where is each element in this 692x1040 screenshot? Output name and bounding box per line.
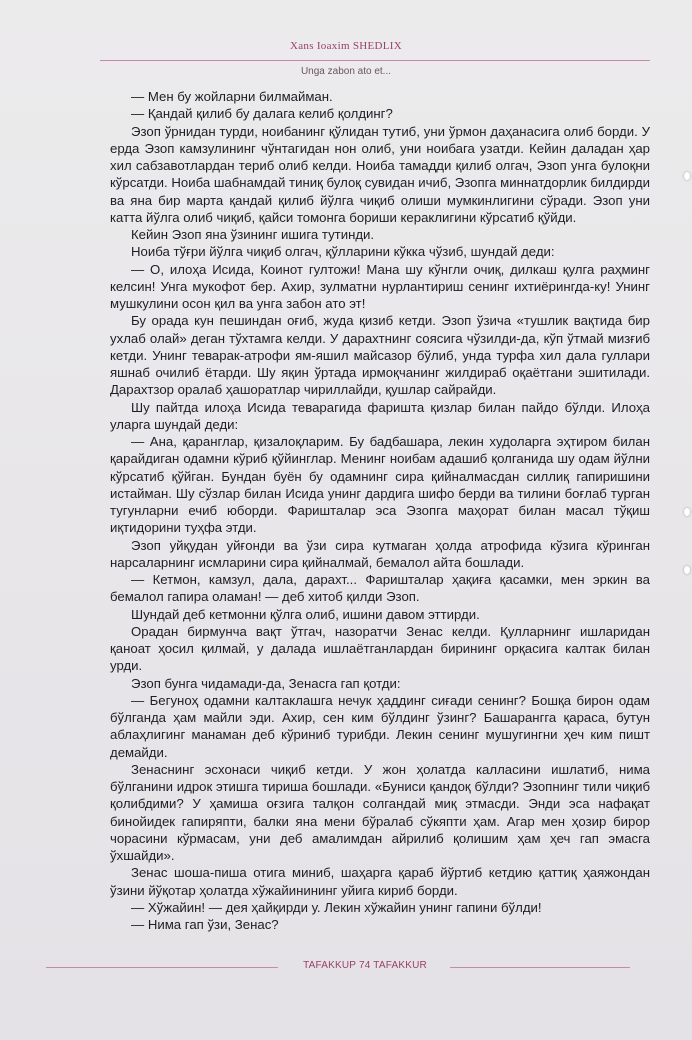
paragraph: Ноиба тўғри йўлга чиқиб олгач, қўлларини кўкка чўзиб, шундай деди: <box>131 244 555 260</box>
footer-label: TAFAKKUP 74 TAFAKKUR <box>303 960 427 971</box>
paragraph: Зенаснинг эсхонаси чиқиб кетди. У жон ҳолатда калласини ишлатиб, нима бўлганини идрок этишга тириша бошлади. «Буниси қандоқ бўлди? Эзопнинг тили чиқиб қолибдими? У ҳамиша оғзига талқон солгандай миқ этмасди. Энди эса нафақат бинойидек гапиряпти, балки яна мени бўралаб сўкяпти ҳам. Агар мен ҳозир бирор чорасини кўрмасам, уни деб амалимдан айрилиб қолишим ҳам ҳеч гап эмасга ўхшайди». <box>110 761 650 863</box>
binding-hole <box>684 566 690 574</box>
paragraph: — О, илоҳа Исида, Коинот гултожи! Мана шу кўнгли очиқ, дилкаш қулга раҳминг келсин! Унга мукофот бер. Ахир, зулматни нурлантириш сенинг ихтиёрингда-ку! Унинг мушкулини осон қил ва унга забон ато эт! <box>110 261 650 311</box>
paragraph: Эзоп бунга чидамади-да, Зенасга гап қотди: <box>131 675 401 691</box>
paragraph: Шу пайтда илоҳа Исида теварагида фаришта қизлар билан пайдо бўлди. Илоҳа уларга шундай деди: <box>110 399 650 432</box>
paragraph: Орадан бирмунча вақт ўтгач, назоратчи Зенас келди. Қулларнинг ишларидан қаноат ҳосил қилмай, у далада ишлаётганлардан бирининг орқасига калтак билан урди. <box>110 623 650 674</box>
body-text <box>110 88 650 933</box>
paragraph: — Хўжайин! — дея ҳайқирди у. Лекин хўжайин унинг гапини бўлди! <box>131 899 542 915</box>
binding-hole <box>684 172 690 180</box>
paragraph: Эзоп ўрнидан турди, ноибанинг қўлидан тутиб, уни ўрмон даҳанасига олиб борди. У ерда Эзоп камзулининг чўнтагидан нон олиб, уни ноибага узатди. Кейин даладан ҳар хил сабзавотлардан териб олиб келди. Ноиба тамадди қилиб олгач, Эзоп унга булоқни кўрсатди. Ноиба шабнамдай тиниқ булоқ сувидан ичиб, Эзопга миннатдорлик билдирди ва яна бир марта қандай қилиб йўлга чиқиб олиши мумкинлигини сўради. Эзоп уни катта йўлга олиб чиқиб, қайси томонга бориши кераклигини кўрсатиб қўйди. <box>110 123 650 225</box>
paragraph: — Нима гап ўзи, Зенас? <box>131 917 279 932</box>
paragraph: Бу орада кун пешиндан оғиб, жуда қизиб кетди. Эзоп ўзича «тушлик вақтида бир ухлаб олай» деган тўхтамга келди. У дарахтнинг соясига чўзилди-да, кўп ўтмай мизғиб кетди. Унинг теварак-атрофи ям-яшил майсазор бўлиб, унда турфа хил дала гуллари яшнаб очилиб ётарди. Шу яқин ўртада ирмоқчанинг жилдираб оқаётгани эшитилади. Дарахтзор оралаб ҳашоратлар чириллайди, қушлар сайрайди. <box>110 313 650 398</box>
paragraph: — Бегуноҳ одамни калтаклашга нечук ҳаддинг сиғади сенинг? Бошқа бирон одам бўлганда ҳам майли эди. Ахир, сен ким бўлдинг ўзинг? Башарангга қараса, бутун аблаҳлигинг манаман деб кўриниб турибди. Лекин сенинг мушугингни ҳеч ким пишт демайди. <box>110 692 650 760</box>
paragraph: — Мен бу жойларни билмайман. <box>131 89 333 104</box>
paragraph: Эзоп уйқудан уйғонди ва ўзи сира кутмаган ҳолда атрофида кўзига кўринган нарсаларнинг исмларини сира қийналмай, бемалол айта бошлади. <box>110 537 650 570</box>
footer-divider-right <box>450 967 630 968</box>
page-footer <box>0 960 692 974</box>
paragraph: — Ана, қаранглар, қизалоқларим. Бу бадбашара, лекин худоларга эҳтиром билан қарайдиган одамни кўриб қўйинглар. Менинг ноибам адашиб қолганида шу одам йўлни кўрсатиб қўйган. Бундан буён бу одамнинг сира қийналмасдан силлиқ гапиришини истайман. Шу сўзлар билан Исида унинг дардига шифо берди ва тилини боғлаб турган тугунларни ечиб юборди. Фаришталар эса Эзопга маҳорат билан масал тўқиш иқтидорини туҳфа этди. <box>110 434 650 536</box>
header-divider <box>100 60 650 61</box>
paragraph: — Кетмон, камзул, дала, дарахт... Фаришталар ҳақиға қасамки, мен эркин ва бемалол гапира оламан! — деб хитоб қилди Эзоп. <box>110 572 650 605</box>
paragraph: — Қандай қилиб бу далага келиб қолдинг? <box>131 106 393 122</box>
running-header-author: Xans Ioaxim SHEDLIX <box>289 40 402 52</box>
paragraph: Кейин Эзоп яна ўзининг ишига тутинди. <box>131 227 375 242</box>
running-header-title: Unga zabon ato et... <box>300 66 392 77</box>
binding-hole <box>684 508 690 516</box>
paragraph: Шундай деб кетмонни қўлга олиб, ишини давом эттирди. <box>131 606 480 622</box>
footer-divider-left <box>46 967 278 968</box>
paragraph: Зенас шоша-пиша отига миниб, шаҳарга қараб йўртиб кетдию қаттиқ ҳаяжондан ўзини йўқотар ҳолатда хўжайинининг уйига кириб борди. <box>110 865 650 898</box>
